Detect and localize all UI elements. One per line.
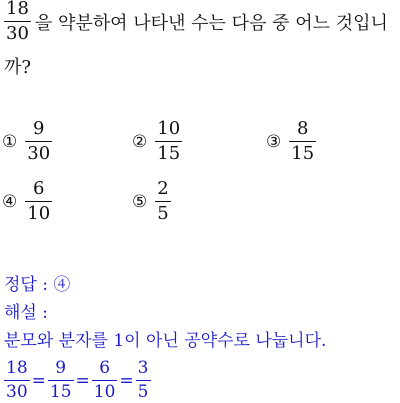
explanation-text: 분모와 분자를 1이 아닌 공약수로 나눕니다.	[4, 331, 327, 351]
fraction-numerator: 18	[6, 358, 28, 378]
question-line-2: 까?	[4, 57, 32, 78]
fraction-denominator: 15	[157, 143, 181, 164]
equals-sign: =	[31, 370, 46, 391]
fraction-bar	[4, 21, 31, 22]
fraction-numerator: 2	[157, 178, 169, 199]
fraction-denominator: 10	[93, 382, 116, 402]
equation-fraction	[92, 360, 118, 401]
fraction-denominator: 5	[137, 382, 149, 402]
option-marker: ②	[132, 131, 148, 152]
option-5[interactable]	[132, 180, 171, 223]
fraction-denominator: 5	[157, 203, 169, 224]
equals-sign: =	[75, 370, 90, 391]
fraction-bar	[92, 380, 118, 381]
fraction-denominator: 10	[27, 203, 51, 224]
option-fraction	[25, 180, 52, 223]
fraction-numerator: 8	[296, 118, 309, 139]
equation-fraction	[4, 360, 30, 401]
fraction-numerator: 10	[157, 118, 181, 139]
fraction-bar	[4, 380, 30, 381]
option-1[interactable]	[2, 120, 52, 163]
answer-label: 정답 : ④	[4, 275, 71, 295]
equation-fraction	[136, 360, 151, 401]
fraction-numerator: 9	[32, 118, 45, 139]
fraction-bar	[25, 201, 52, 202]
fraction-bar	[155, 141, 182, 142]
fraction-denominator: 30	[27, 143, 51, 164]
fraction-denominator: 15	[49, 382, 72, 402]
explanation-heading: 해설 :	[4, 303, 48, 323]
question-line-1	[4, 0, 396, 43]
option-marker: ①	[2, 131, 18, 152]
equation-fraction	[48, 360, 74, 401]
option-3[interactable]	[266, 120, 316, 163]
equals-sign: =	[119, 370, 134, 391]
fraction-bar	[25, 141, 52, 142]
question-text: 을 약분하여 나타낸 수는 다음 중 어느 것입니	[34, 12, 388, 34]
fraction-numerator: 9	[55, 358, 67, 378]
option-2[interactable]	[132, 120, 182, 163]
option-fraction	[155, 180, 170, 223]
fraction-bar	[48, 380, 74, 381]
fraction-numerator: 6	[99, 358, 111, 378]
option-fraction	[25, 120, 52, 163]
fraction-numerator: 6	[32, 178, 45, 199]
question-fraction	[4, 0, 31, 43]
explanation-equation	[4, 360, 151, 401]
fraction-bar	[136, 380, 151, 381]
option-marker: ④	[2, 191, 18, 212]
fraction-denominator: 30	[6, 382, 28, 402]
option-fraction	[289, 120, 316, 163]
option-4[interactable]	[2, 180, 52, 223]
option-fraction	[155, 120, 182, 163]
fraction-denominator: 15	[291, 143, 315, 164]
fraction-bar	[155, 201, 170, 202]
fraction-numerator: 3	[137, 358, 149, 378]
option-marker: ③	[266, 131, 282, 152]
question	[4, 0, 396, 79]
fraction-bar	[289, 141, 316, 142]
option-marker: ⑤	[132, 191, 148, 212]
fraction-numerator: 18	[6, 0, 29, 19]
fraction-denominator: 30	[6, 23, 29, 44]
